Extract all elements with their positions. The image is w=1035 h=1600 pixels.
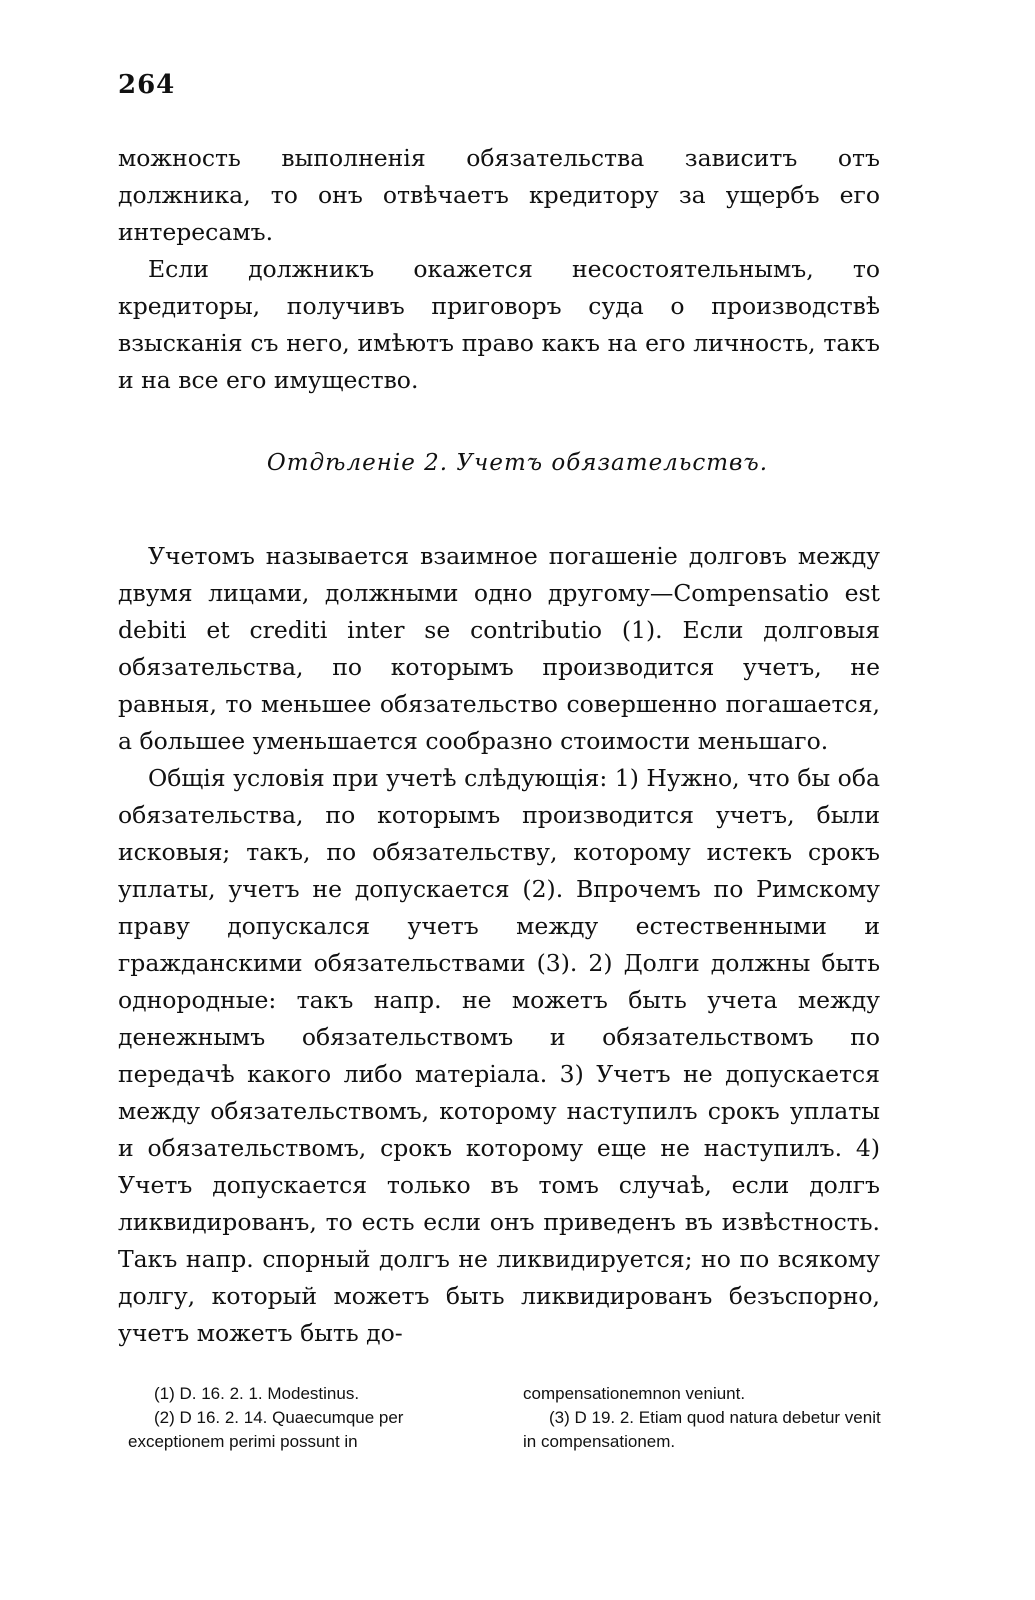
paragraph: Общія условія при учетѣ слѣдующія: 1) Нужно, что бы оба обязательства, по которымъ производится учетъ, были исковыя; такъ, по обязательству, которому истекъ срокъ уплаты, учетъ не допускается (2). Впрочемъ по Римскому праву допускался учетъ между естественными и гражданскими обязательствами (3). 2) Долги должны быть однородные: такъ напр. не можетъ быть учета между денежнымъ обязательствомъ и обязательствомъ по передачѣ какого либо матеріала. 3) Учетъ не допускается между обязательствомъ, которому наступилъ срокъ уплаты и обязательствомъ, срокъ которому еще не наступилъ. 4) Учетъ допускается только въ томъ случаѣ, если долгъ ликвидированъ, то есть если онъ приведенъ въ извѣстность. Такъ напр. спорный долгъ не ликвидируется; но по всякому долгу, который можетъ быть ликвидированъ безъспорно, учетъ можетъ быть до-	[118, 764, 880, 1347]
footnote: (1) D. 16. 2. 1. Modestinus.	[154, 1384, 360, 1403]
footnotes-right-column	[523, 1382, 883, 1454]
body-text-section-1	[118, 140, 880, 399]
body-text-section-2	[118, 538, 880, 1352]
page-number: 264	[118, 70, 176, 100]
section-heading: Отдѣленіе 2. Учетъ обязательствъ.	[266, 450, 769, 476]
footnotes-left-column	[128, 1382, 488, 1454]
footnote: (3) D 19. 2. Etiam quod natura debetur venit in compensationem.	[523, 1408, 881, 1451]
paragraph: Если должникъ окажется несостоятельнымъ, то кредиторы, получивъ приговоръ суда о производствѣ взысканія съ него, имѣютъ право какъ на его личность, такъ и на все его имущество.	[118, 255, 880, 394]
footnote: (2) D 16. 2. 14. Quaecumque per exceptionem perimi possunt in	[128, 1408, 404, 1451]
paragraph: можность выполненія обязательства зависитъ отъ должника, то онъ отвѣчаетъ кредитору за ущербъ его интересамъ.	[118, 144, 880, 246]
footnote: compensationemnon veniunt.	[523, 1384, 746, 1403]
paragraph: Учетомъ называется взаимное погашеніе долговъ между двумя лицами, должными одно другому—Compensatio est debiti et crediti inter se contributio (1). Если долговыя обязательства, по которымъ производится учетъ, не равныя, то меньшее обязательство совершенно погашается, а большее уменьшается сообразно стоимости меньшаго.	[118, 542, 880, 755]
